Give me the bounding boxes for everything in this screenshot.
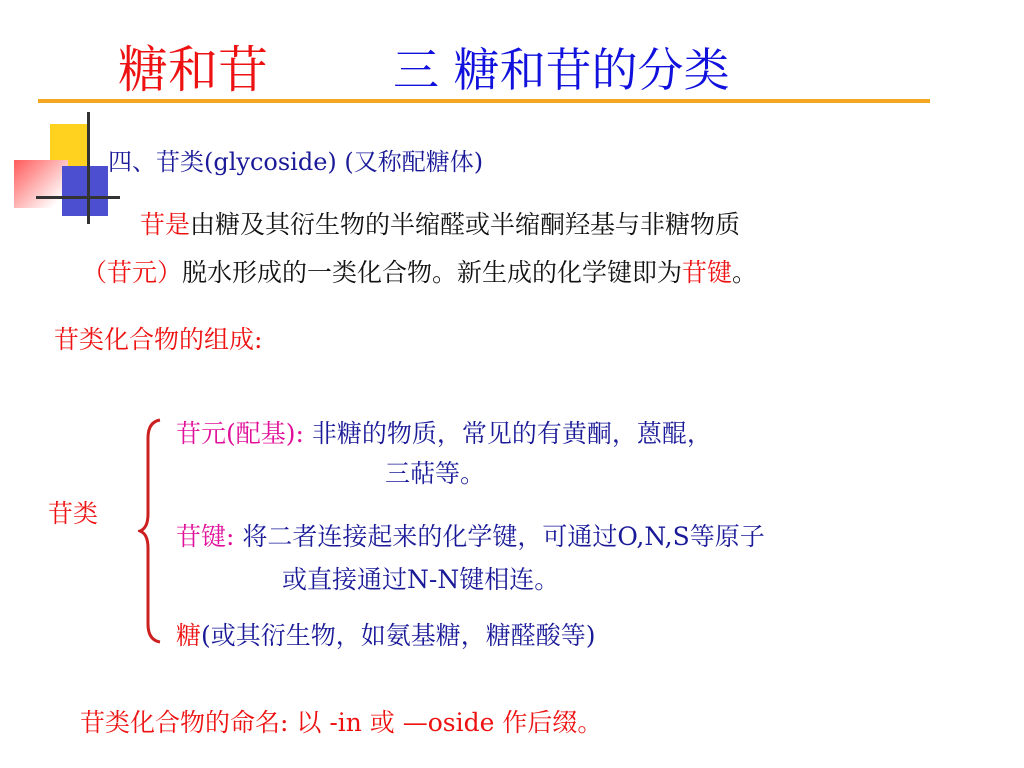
composition-heading: 苷类化合物的组成: — [54, 325, 263, 354]
bond-desc-2: 或直接通过N-N键相连。 — [282, 565, 560, 594]
aglycone-label: 苷元(配基): — [176, 419, 304, 448]
definition-text-2: 脱水形成的一类化合物。新生成的化学键即为 — [182, 258, 683, 287]
aglycone-desc-1: 非糖的物质，常见的有黄酮，蒽醌， — [311, 419, 712, 448]
sugar-item — [176, 616, 596, 652]
title-left: 糖和苷 — [118, 41, 268, 99]
definition-bond-term: 苷键 — [682, 258, 733, 287]
bond-desc-1: 将二者连接起来的化学键，可通过O,N,S等原子 — [242, 522, 765, 551]
definition-text-1: 由糖及其衍生物的半缩醛或半缩酮羟基与非糖物质 — [190, 210, 741, 239]
section-heading-alias: (又称配糖体) — [344, 148, 484, 176]
definition-end-punct: 。 — [732, 258, 758, 287]
decor-horizontal-line — [36, 196, 120, 199]
slide-title: 三 糖和苷的分类 — [393, 43, 730, 97]
decor-vertical-line — [87, 112, 90, 224]
definition-term: 苷是 — [140, 210, 191, 239]
section-heading — [108, 142, 483, 177]
definition-line-2 — [82, 253, 757, 289]
bond-item — [176, 517, 765, 553]
sugar-desc: (或其衍生物，如氨基糖，糖醛酸等) — [201, 621, 596, 650]
section-heading-text: 四、苷类(glycoside) — [108, 148, 337, 176]
naming-rule: 苷类化合物的命名: 以 -in 或 —oside 作后缀。 — [80, 708, 603, 737]
definition-aglycone-term: （苷元） — [82, 258, 183, 287]
brace-icon — [138, 418, 166, 644]
bond-label: 苷键: — [176, 522, 235, 551]
aglycone-item — [176, 414, 712, 450]
aglycone-desc-2: 三萜等。 — [385, 459, 486, 488]
decor-blue-square — [62, 166, 108, 216]
group-label: 苷类 — [48, 499, 99, 528]
title-rule — [38, 99, 930, 103]
definition-line-1 — [140, 205, 740, 241]
sugar-label: 糖 — [176, 621, 202, 650]
decor-red-square — [14, 160, 68, 208]
